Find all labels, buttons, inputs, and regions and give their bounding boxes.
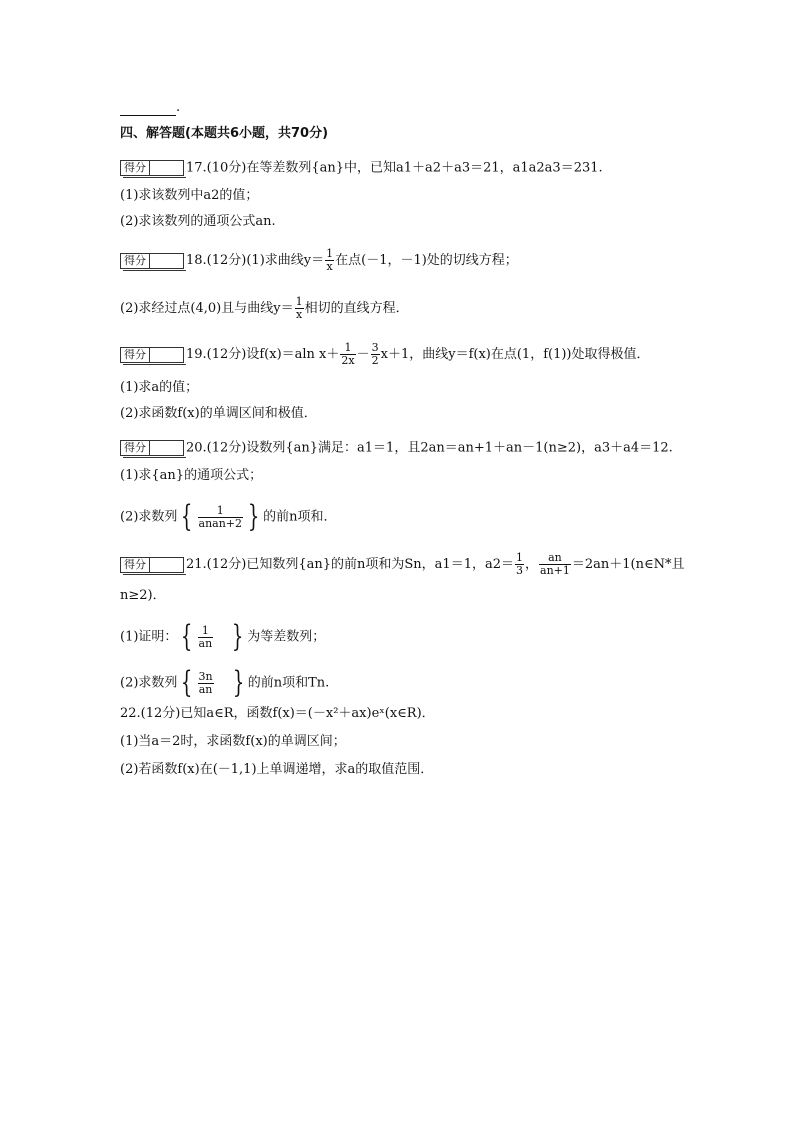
problem-19-q2: (2)求函数f(x)的单调区间和极值． — [120, 406, 317, 421]
fraction: $\frac{1}{x}$ — [326, 247, 334, 273]
problem-22-q1: (1)当a＝2时，求函数f(x)的单调区间； — [120, 734, 346, 749]
score-box[interactable]: 得分 — [120, 440, 184, 456]
problem-21-q2: (2)求数列 { $\frac{3n}{an}$ } 的前n项和Tn. — [120, 665, 330, 700]
fraction: $\frac{3}{2}$ — [371, 341, 379, 367]
fraction: $\frac{1}{x}$ — [295, 295, 303, 321]
fraction: $\frac{1}{\text{anan+2}}$ — [198, 503, 243, 530]
answer-blank-line[interactable] — [120, 103, 176, 116]
problem-18-q2: (2)求经过点(4,0)且与曲线y＝ $\frac{1}{x}$ 相切的直线方程． — [120, 295, 409, 321]
fraction: $\frac{1}{3}$ — [516, 551, 523, 577]
problem-22-stem: 22.(12分)已知a∈R，函数f(x)＝(－x²＋ax)eˣ(x∈R)． — [120, 706, 435, 721]
problem-17-q2: (2)求该数列的通项公式an. — [120, 214, 276, 229]
fraction: $\frac{1}{2x}$ — [341, 341, 355, 367]
problem-19-q1: (1)求a的值； — [120, 380, 199, 395]
fraction: $\frac{an}{an+1}$ — [540, 551, 570, 577]
problem-17-stem — [120, 160, 603, 177]
problem-17-q1: (1)求该数列中a2的值； — [120, 188, 259, 203]
score-box[interactable]: 得分 — [120, 557, 184, 573]
score-box[interactable]: 得分 — [120, 253, 184, 269]
problem-20-q2: (2)求数列 { $\frac{1}{\text{anan+2}}$ } 的前n项和． — [120, 499, 337, 534]
problem-20-q1: (1)求{an}的通项公式； — [120, 468, 263, 483]
problem-21-stem-cont: n≥2)． — [120, 588, 166, 603]
problem-17-text: 17.(10分)在等差数列{an}中，已知a1＋a2＋a3＝21，a1a2a3＝231. — [186, 160, 603, 176]
problem-21-q1: (1)证明： { $\frac{1}{an}$ } 为等差数列； — [120, 619, 326, 654]
problem-21-stem: 得分 21.(12分)已知数列{an}的前n项和为Sn，a1＝1，a2＝ $\frac{1}{3}$ ， $\frac{an}{an+1}$ ＝2an＋1(n∈N*且 — [120, 552, 684, 577]
problem-20-stem — [120, 440, 673, 457]
problem-18-stem: 得分 18.(12分)(1)求曲线y＝ $\frac{1}{x}$ 在点(－1，－1)处的切线方程； — [120, 248, 518, 273]
problem-19-stem: 得分 19.(12分)设f(x)＝aln x＋ $\frac{1}{2x}$ － $\frac{3}{2}$ x＋1，曲线y＝f(x)在点(1，f(1))处取得极值． — [120, 342, 650, 367]
score-box[interactable]: 得分 — [120, 160, 184, 176]
fraction: $\frac{1}{an}$ — [198, 623, 213, 650]
section-title: 四、解答题(本题共6小题，共70分) — [120, 126, 329, 141]
problem-20-text: 20.(12分)设数列{an}满足：a1＝1，且2an＝an+1＋an－1(n≥2)，a3＋a4＝12. — [186, 440, 673, 456]
fraction: $\frac{3n}{an}$ — [198, 669, 213, 696]
score-box[interactable]: 得分 — [120, 347, 184, 363]
problem-22-q2: (2)若函数f(x)在(－1,1)上单调递增，求a的取值范围． — [120, 762, 434, 777]
previous-answer-blank: . — [120, 100, 180, 116]
